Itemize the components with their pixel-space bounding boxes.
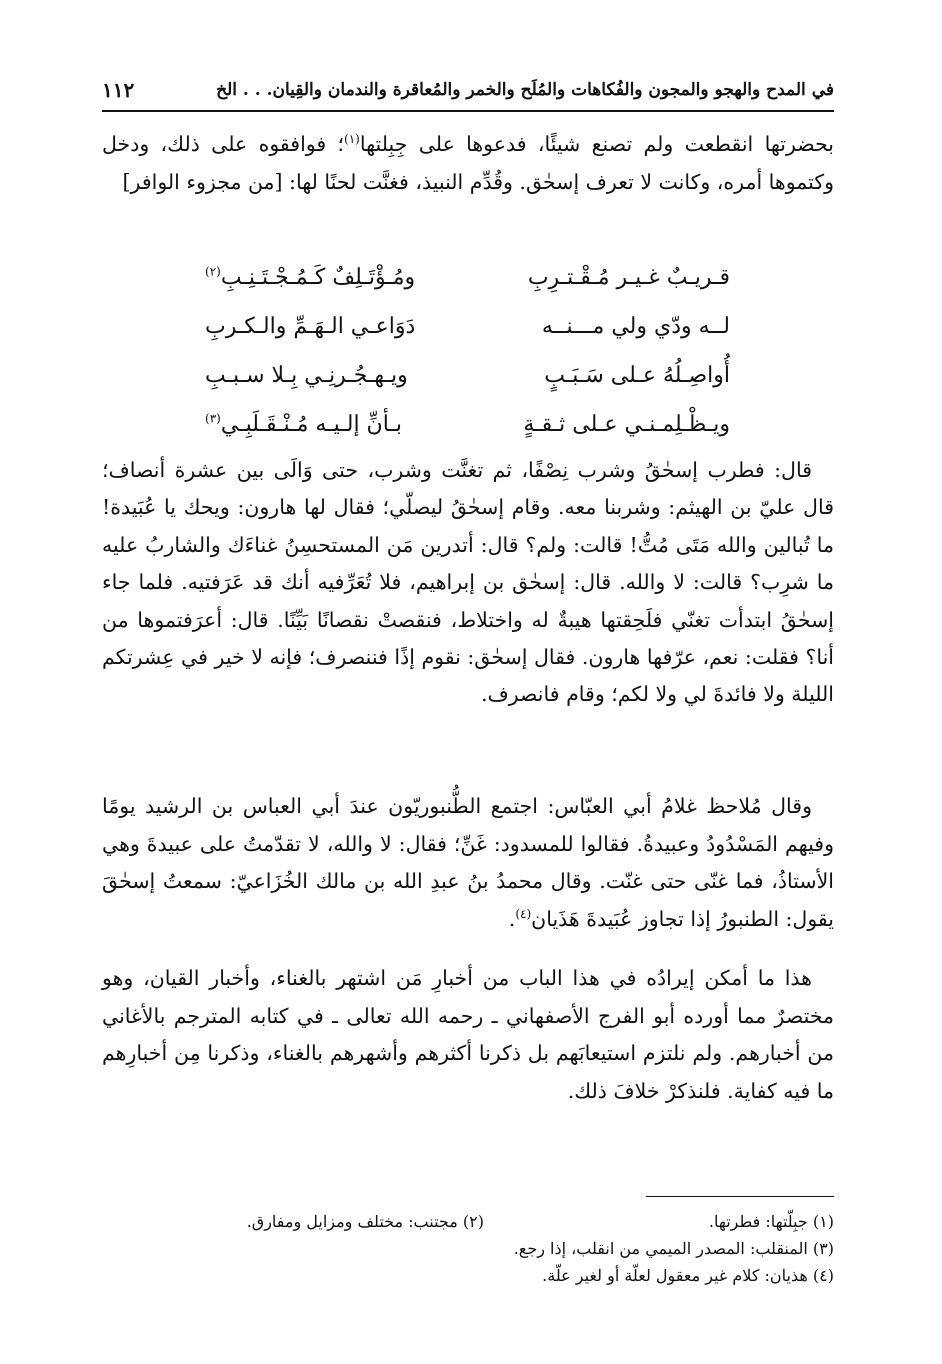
verse-line bbox=[205, 253, 730, 302]
verse-second-hemistich: دَوَاعـي الـهَـمِّ والـكـربِ bbox=[205, 314, 416, 339]
verse-first-hemistich: أُواصِـلُهُ عـلى سَـبَـبٍ bbox=[544, 363, 730, 388]
footnote-3: (٣) المنقلب: المصدر الميمي من انقلب، إذا رجع. bbox=[513, 1239, 834, 1258]
verse-second-hemistich: ومُـؤْتَـلِفٌ كَـمُـجْـتَـنِـبِ$^{(٢)}$ bbox=[205, 264, 416, 290]
footnote-ref-1: (١) bbox=[344, 132, 360, 147]
footnote-2: (٢) مجتنب: مختلف ومزايل ومفارق. bbox=[246, 1212, 484, 1231]
verse-second-hemistich: ويـهـجُـرنِـي بِـلا سـبـبِ bbox=[205, 363, 408, 388]
verse-second-hemistich: بـأنِّ إلـيـه مُـنْـقَـلَبِـي$^{(٣)}$ bbox=[205, 411, 402, 437]
paragraph-4-text: هذا ما أمكن إيرادُه في هذا الباب من أخبارِ مَن اشتهر بالغناء، وأخبار القيان، وهو مختصرٌ مما أورده أبو الفرج الأصفهاني ـ رحمه الله تعالى ـ في كتابه المترجم بالأغاني من أخبارهم. ولم نلتزم استيعابَهم بل ذكرنا أكثرهم وأشهرهم بالغناء، وذكرنا مِن أخبارِهم ما فيه كفاية. فلنذكرْ خلافَ ذلك. bbox=[102, 966, 834, 1103]
verse-line bbox=[205, 351, 730, 400]
paragraph-4 bbox=[102, 960, 834, 1110]
footnote-ref-2: (٢) bbox=[205, 264, 221, 279]
verse-first-hemistich: قـريـبٌ غـيـر مُـقْـتـرِبِ bbox=[527, 265, 730, 290]
header-rule bbox=[102, 110, 834, 112]
paragraph-1-text-a: بحضرتها انقطعت ولم تصنع شيئًا، فدعوها على جِبِلتها bbox=[359, 132, 835, 156]
page-number: ١١٢ bbox=[102, 78, 135, 102]
paragraph-1-text-b: ؛ فوافقوه على ذلك، ودخل وكتموها أمره، وكانت لا تعرف إسحٰق. وقُدِّم النبيذ، فغنَّت لحنًا لها: [من مجزوء الوافر] bbox=[102, 132, 834, 194]
footnote-row bbox=[102, 1235, 834, 1262]
paragraph-3-text-b: . bbox=[508, 906, 516, 931]
paragraph-2-text: قال: فطرب إسحٰقُ وشرب نِصْفًا، ثم تغنَّت وشرب، حتى وَالَى بين عشرة أنصاف؛ قال عليّ بن الهيثم: وشربنا معه. وقام إسحٰقُ ليصلّي؛ فقال لها هارون: ويحك يا عُبَيدة! ما تُبالين والله مَتَى مُتُّ! قالت: ولم؟ قال: أتدرين مَن المستحسِنُ غناءَك والشاربُ عليه ما شرِب؟ قالت: لا والله. قال: إسحٰق بن إبراهيم، فلا تُعَرِّفيه أنك قد عَرَفتيه. فلما جاء إسحٰقُ ابتدأت تغنّي فلَحِقتها هيبةٌ له واختلاط، فنقصتْ نقصانًا بَيِّنًا. قال: أعرَفتموها من أنا؟ فقلت: نعم، عرّفها هارون. فقال إسحٰق: نقوم إذًا فننصرف؛ فإنه لا خير في عِشرتكم الليلة ولا فائدةَ لي ولا لكم؛ وقام فانصرف. bbox=[102, 458, 834, 707]
footnote-row bbox=[102, 1262, 834, 1289]
verse-first-hemistich: ويـظْـلِمـنـي عـلى ثـقـةٍ bbox=[523, 412, 730, 437]
running-title: في المدح والهجو والمجون والفُكاهات والمُلَح والخمر والمُعاقرة والندمان والقِيان. . . الخ bbox=[216, 80, 834, 100]
footnote-row bbox=[102, 1208, 834, 1235]
paragraph-2 bbox=[102, 452, 834, 714]
verse-line bbox=[205, 400, 730, 449]
verse-line bbox=[205, 302, 730, 351]
verse-first-hemistich: لــه ودّي ولي مـــنــه bbox=[541, 314, 730, 339]
paragraph-3 bbox=[102, 788, 834, 938]
poem-verses bbox=[205, 253, 730, 449]
paragraph-1 bbox=[102, 126, 834, 201]
paragraph-3-text-a: وقال مُلاحظ غلامُ أبي العبّاس: اجتمع الطُّنبوريّون عندَ أبي العباس بن الرشيد يومًا وفيهم المَسْدُودُ وعبيدةُ. فقالوا للمسدود: غَنِّ؛ فقال: لا والله، لا تقدّمتُ على عبيدةَ وهي الأستاذُ، فما غنّى حتى غنّت. وقال محمدُ بنُ عبدِ الله بن مالك الخُزَاعيّ: سمعتُ إسحٰقَ يقول: الطنبورُ إذا تجاوز عُبَيدةَ هَذَيان bbox=[102, 794, 834, 931]
footnote-1: (١) جبِلّتها: فطرتها. bbox=[708, 1212, 834, 1231]
footnote-ref-3: (٣) bbox=[205, 411, 221, 426]
running-header bbox=[102, 70, 834, 110]
footnote-4: (٤) هذيان: كلام غير معقول لعلّة أو لغير علّة. bbox=[542, 1266, 834, 1285]
footnote-rule bbox=[646, 1196, 834, 1197]
footnotes bbox=[102, 1208, 834, 1289]
footnote-ref-4: (٤) bbox=[515, 906, 532, 921]
